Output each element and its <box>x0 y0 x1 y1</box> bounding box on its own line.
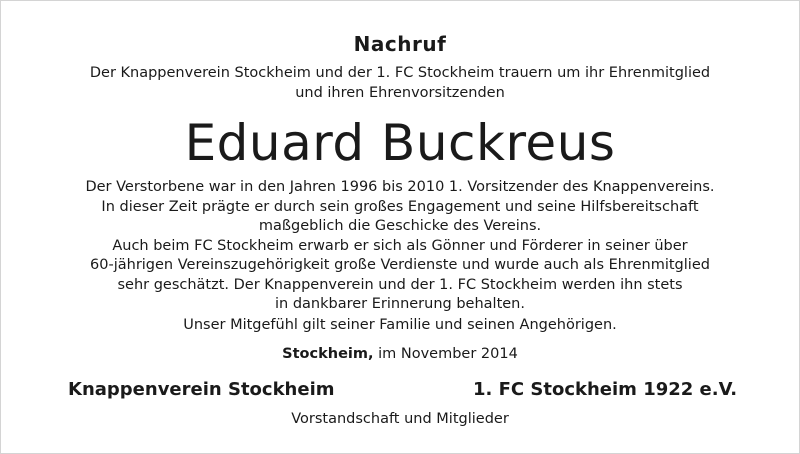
tribute-line: In dieser Zeit prägte er durch sein großes Engagement und seine Hilfsbereitschaft <box>101 198 699 215</box>
date: im November 2014 <box>373 346 518 362</box>
tribute-line: Auch beim FC Stockheim erwarb er sich als Gönner und Förderer in seiner über <box>112 237 688 254</box>
intro-text <box>0 63 800 103</box>
tribute-line: sehr geschätzt. Der Knappenverein und der 1. FC Stockheim werden ihn stets <box>117 276 683 293</box>
tribute-text <box>0 178 800 315</box>
signatory-left: Knappenverein Stockheim <box>68 379 335 400</box>
deceased-name: Eduard Buckreus <box>184 114 616 172</box>
condolence-text: Unser Mitgefühl gilt seiner Familie und seinen Angehörigen. <box>183 317 617 333</box>
notice-heading: Nachruf <box>353 32 447 56</box>
intro-line: und ihren Ehrenvorsitzenden <box>295 85 505 101</box>
tribute-line: 60-jährigen Vereinszugehörigkeit große Verdienste und wurde auch als Ehrenmitglied <box>90 257 710 273</box>
tribute-line: in dankbarer Erinnerung behalten. <box>275 296 525 312</box>
tribute-line: Der Verstorbene war in den Jahren 1996 bis 2010 1. Vorsitzender des Knappenvereins. <box>85 179 715 195</box>
tribute-line: maßgeblich die Geschicke des Vereins. <box>258 218 542 234</box>
place-date <box>0 345 800 364</box>
footer-text: Vorstandschaft und Mitglieder <box>291 411 509 427</box>
signatory-right: 1. FC Stockheim 1922 e.V. <box>473 379 738 400</box>
place: Stockheim, <box>282 346 374 362</box>
intro-line: Der Knappenverein Stockheim und der 1. FC Stockheim trauern um ihr Ehrenmitglied <box>89 65 711 81</box>
